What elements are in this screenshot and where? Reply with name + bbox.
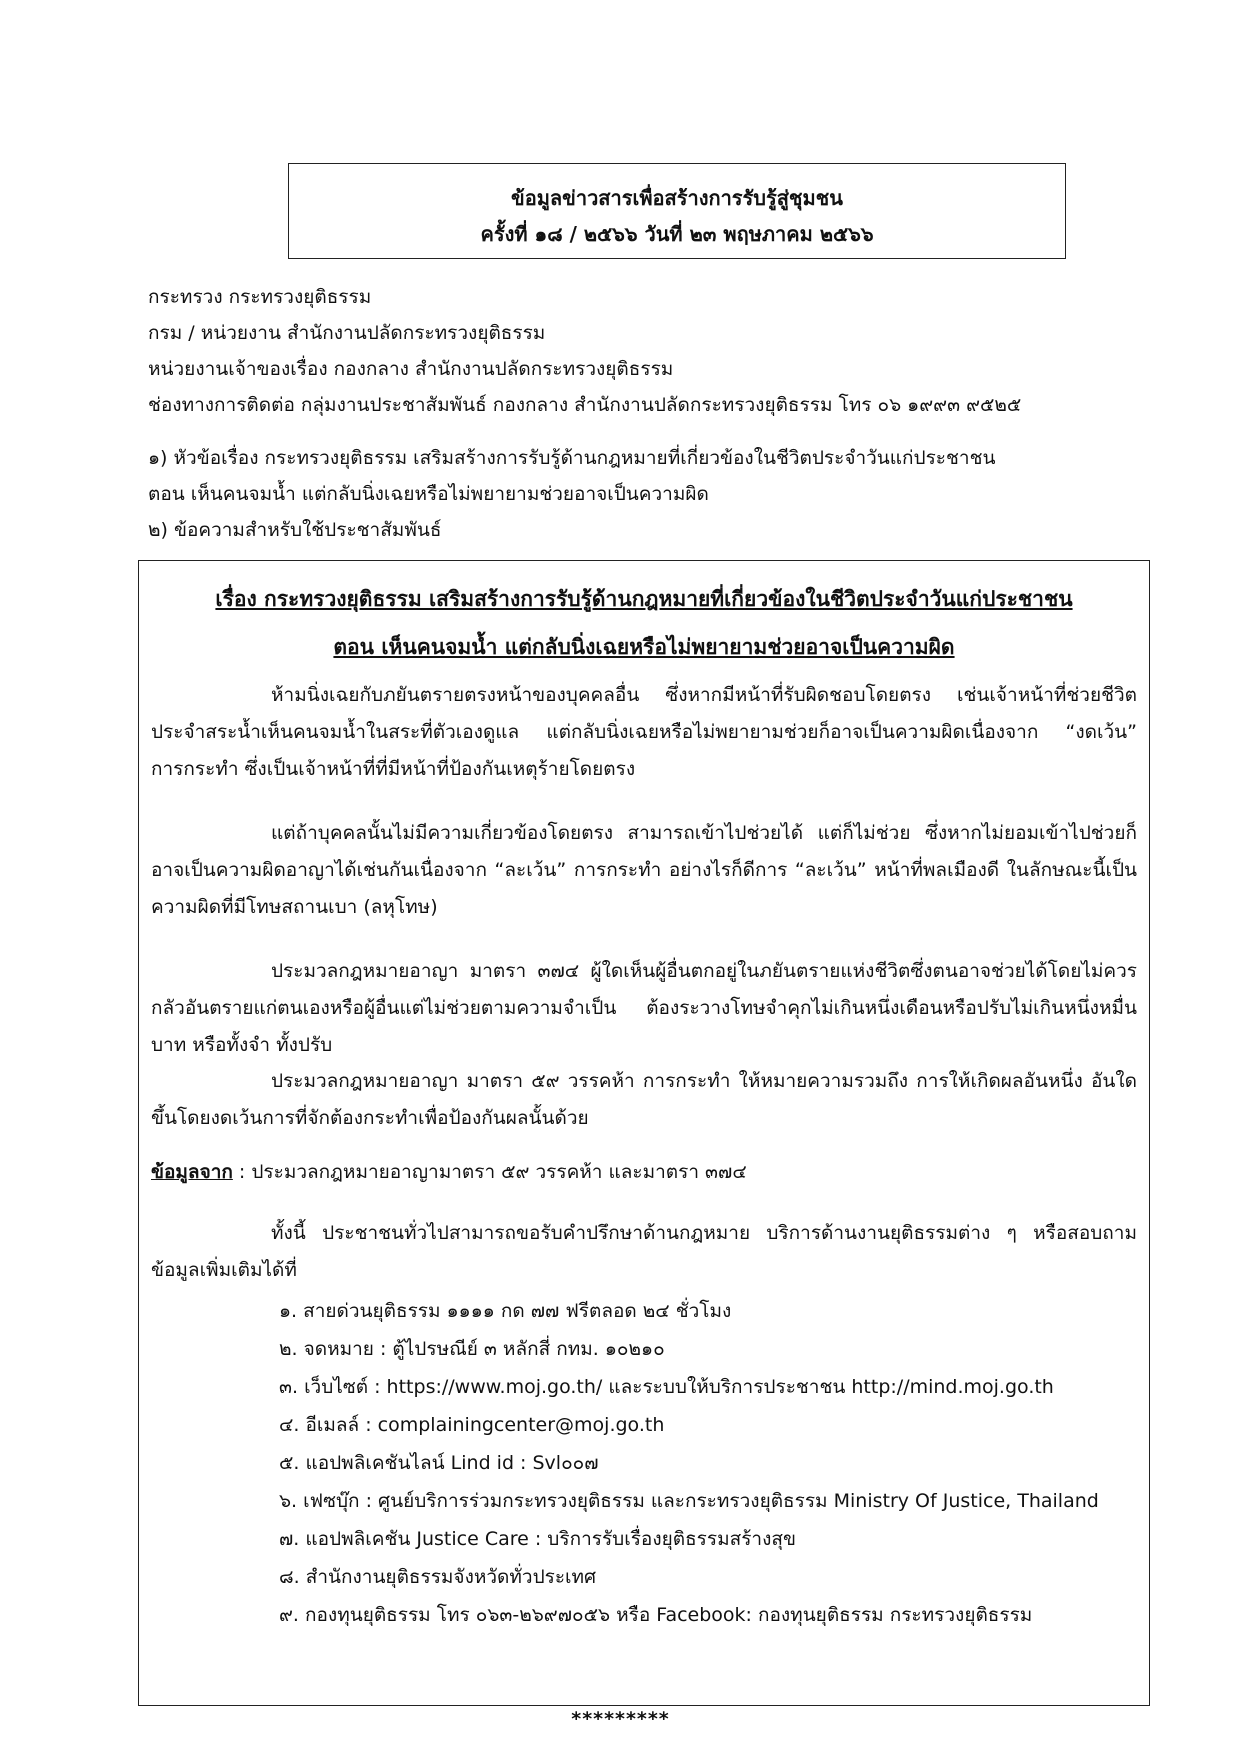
header-issue: ครั้งที่ ๑๘ / ๒๕๖๖ วันที่ ๒๓ พฤษภาคม ๒๕๖๖: [480, 222, 874, 246]
source-label: ข้อมูลจาก: [151, 1161, 233, 1183]
article-paragraph-1: ห้ามนิ่งเฉยกับภยันตรายตรงหน้าของบุคคลอื่น ซึ่งหากมีหน้าที่รับผิดชอบโดยตรง เช่นเจ้าหน้าที่ช่วยชีวิตประจำสระน้ำเห็นคนจมน้ำในสระที่ตัวเองดูแล แต่กลับนิ่งเฉยหรือไม่พยายามช่วยก็อาจเป็นความผิดเนื่องจาก “งดเว้น” การกระทำ ซึ่งเป็นเจ้าหน้าที่ที่มีหน้าที่ป้องกันเหตุร้ายโดยตรง: [151, 684, 1137, 780]
source-text: : ประมวลกฎหมายอาญามาตรา ๕๙ วรรคห้า และมาตรา ๓๗๔: [232, 1161, 747, 1183]
meta-owner: หน่วยงานเจ้าของเรื่อง กองกลาง สำนักงานปลัดกระทรวงยุติธรรม: [148, 358, 674, 380]
meta-contact: ช่องทางการติดต่อ กลุ่มงานประชาสัมพันธ์ กองกลาง สำนักงานปลัดกระทรวงยุติธรรม โทร ๐๖ ๑๙๙๓ ๙๕๒๕: [148, 394, 1022, 416]
source-line: [151, 1157, 747, 1187]
channel-item: ๓. เว็บไซต์ : https://www.moj.go.th/ และระบบให้บริการประชาชน http://mind.moj.go.th: [279, 1376, 1054, 1398]
article-paragraph-5: ทั้งนี้ ประชาชนทั่วไปสามารถขอรับคำปรึกษาด้านกฎหมาย บริการด้านงานยุติธรรมต่าง ๆ หรือสอบถามข้อมูลเพิ่มเติมได้ที่: [151, 1222, 1137, 1281]
channel-item: ๕. แอปพลิเคชันไลน์ Lind id : Svl๐๐๗: [279, 1452, 599, 1474]
article-paragraph-3: ประมวลกฎหมายอาญา มาตรา ๓๗๔ ผู้ใดเห็นผู้อื่นตกอยู่ในภยันตรายแห่งชีวิตซึ่งตนอาจช่วยได้โดยไม่ควรกลัวอันตรายแก่ตนเองหรือผู้อื่นแต่ไม่ช่วยตามความจำเป็น ต้องระวางโทษจำคุกไม่เกินหนึ่งเดือนหรือปรับไม่เกินหนึ่งหมื่นบาท หรือทั้งจำ ทั้งปรับ: [151, 960, 1137, 1056]
channel-item: ๙. กองทุนยุติธรรม โทร ๐๖๓-๒๖๙๗๐๕๖ หรือ Facebook: กองทุนยุติธรรม กระทรวงยุติธรรม: [279, 1604, 1033, 1626]
meta-topic-line2: ตอน เห็นคนจมน้ำ แต่กลับนิ่งเฉยหรือไม่พยายามช่วยอาจเป็นความผิด: [148, 483, 709, 505]
meta-topic-line1: ๑) หัวข้อเรื่อง กระทรวงยุติธรรม เสริมสร้างการรับรู้ด้านกฎหมายที่เกี่ยวข้องในชีวิตประจำวันแก่ประชาชน: [148, 447, 996, 469]
channel-item: ๗. แอปพลิเคชัน Justice Care : บริการรับเรื่องยุติธรรมสร้างสุข: [279, 1528, 796, 1550]
channel-item: ๒. จดหมาย : ตู้ไปรษณีย์ ๓ หลักสี่ กทม. ๑๐๒๑๐: [279, 1338, 665, 1360]
article-title-line2: ตอน เห็นคนจมน้ำ แต่กลับนิ่งเฉยหรือไม่พยายามช่วยอาจเป็นความผิด: [333, 635, 955, 659]
meta-ministry: กระทรวง กระทรวงยุติธรรม: [148, 286, 372, 308]
channel-item: ๘. สำนักงานยุติธรรมจังหวัดทั่วประเทศ: [279, 1566, 597, 1588]
header-title: ข้อมูลข่าวสารเพื่อสร้างการรับรู้สู่ชุมชน: [511, 186, 843, 210]
channel-item: ๔. อีเมลล์ : complainingcenter@moj.go.th: [279, 1414, 665, 1436]
meta-department: กรม / หน่วยงาน สำนักงานปลัดกระทรวงยุติธรรม: [148, 322, 546, 344]
channel-item: ๑. สายด่วนยุติธรรม ๑๑๑๑ กด ๗๗ ฟรีตลอด ๒๔ ชั่วโมง: [279, 1300, 732, 1322]
article-box: [138, 560, 1150, 1706]
article-paragraph-4: ประมวลกฎหมายอาญา มาตรา ๕๙ วรรคห้า การกระทำ ให้หมายความรวมถึง การให้เกิดผลอันหนึ่ง อันใดขึ้นโดยงดเว้นการที่จักต้องกระทำเพื่อป้องกันผลนั้นด้วย: [151, 1070, 1137, 1129]
end-marker: *********: [571, 1708, 670, 1730]
header-box: [288, 163, 1066, 259]
article-paragraph-2: แต่ถ้าบุคคลนั้นไม่มีความเกี่ยวข้องโดยตรง สามารถเข้าไปช่วยได้ แต่ก็ไม่ช่วย ซึ่งหากไม่ยอมเข้าไปช่วยก็อาจเป็นความผิดอาญาได้เช่นกันเนื่องจาก “ละเว้น” การกระทำ อย่างไรก็ดีการ “ละเว้น” หน้าที่พลเมืองดี ในลักษณะนี้เป็นความผิดที่มีโทษสถานเบา (ลหุโทษ): [151, 822, 1137, 918]
channel-item: ๖. เฟซบุ๊ก : ศูนย์บริการร่วมกระทรวงยุติธรรม และกระทรวงยุติธรรม Ministry Of Justice, Thailand: [279, 1490, 1099, 1512]
article-title-line1: เรื่อง กระทรวงยุติธรรม เสริมสร้างการรับรู้ด้านกฎหมายที่เกี่ยวข้องในชีวิตประจำวันแก่ประชาชน: [215, 587, 1073, 611]
meta-pr-line: ๒) ข้อความสำหรับใช้ประชาสัมพันธ์: [148, 519, 442, 541]
